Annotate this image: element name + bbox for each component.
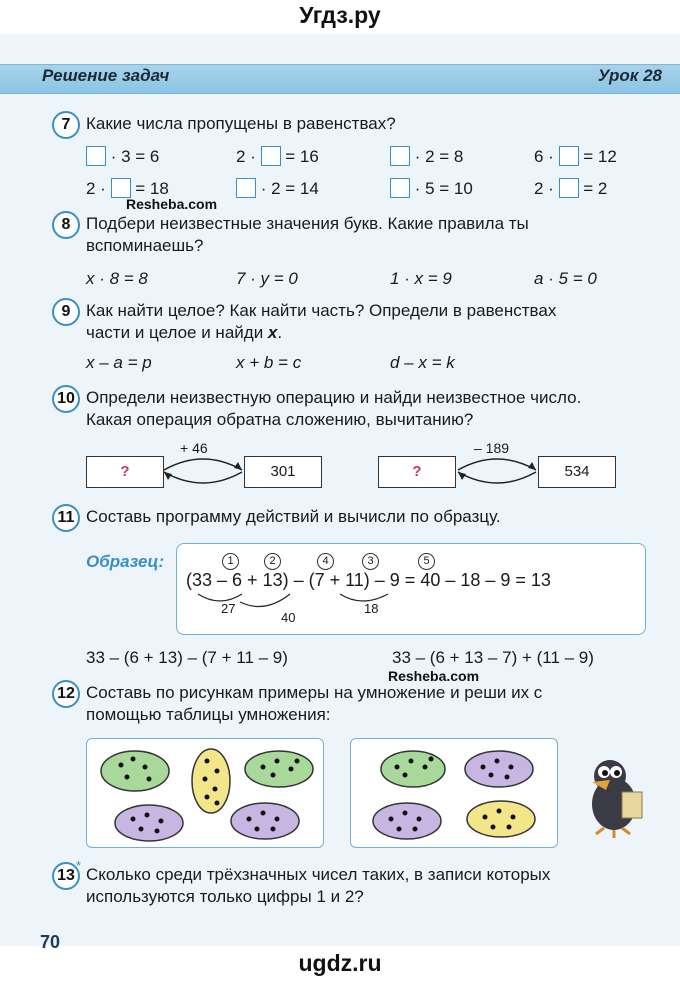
task7-eq-6: · 2 = 14 [236,178,319,200]
order-marker: 2 [264,553,281,570]
purple-egg [231,803,299,839]
green-egg [245,751,313,787]
blank-square[interactable] [559,146,579,166]
task9-eq-3: d – x = k [390,353,455,372]
purple-egg [465,751,533,787]
challenge-star: * [76,858,82,873]
arrows-left [160,450,246,492]
yellow-egg [467,801,535,837]
lesson-title: Урок 28 [597,66,662,85]
task10-line2: Какая операция обратна сложению, вычитанию? [86,410,474,429]
task13-line1: Сколько среди трёхзначных чисел таких, в записи которых [86,865,551,884]
task8-eq-1: x · 8 = 8 [86,269,148,288]
blank-square[interactable] [390,178,410,198]
operation-label-left: + 46 [180,440,208,456]
task8-eq-3: 1 · x = 9 [390,269,452,288]
task7-eq-2: 2 · = 16 [236,147,319,166]
task12-line2: помощью таблицы умножения: [86,705,331,724]
task11-exercise-1: 33 – (6 + 13) – (7 + 11 – 9) [86,648,288,667]
task7-eq-1: · 3 = 6 [86,146,159,168]
task7-question: Какие числа пропущены в равенствах? [86,114,396,133]
task13-line2: используются только цифры 1 и 2? [86,887,364,906]
value-box-right: 534 [538,456,616,488]
site-title-top: Угдз.ру [299,2,381,28]
blank-square[interactable] [261,146,281,166]
partial-result: 40 [281,610,296,625]
egg-groups-right [351,739,557,847]
task8-line1: Подбери неизвестные значения букв. Какие правила ты [86,214,529,233]
egg-groups-left [87,739,323,847]
unknown-box-left[interactable]: ? [86,456,164,488]
picture-left [86,738,324,848]
task-number-12: 12 [52,680,80,708]
unknown-box-right[interactable]: ? [378,456,456,488]
partial-result: 27 [221,601,236,616]
task8-eq-4: a · 5 = 0 [534,269,597,288]
task7-eq-5: 2 · = 18 [86,179,169,198]
task7-eq-4: 6 · = 12 [534,147,617,166]
site-title-bottom: ugdz.ru [298,950,382,976]
task-number-7: 7 [52,111,80,139]
sample-label: Образец: [86,552,165,571]
task8-line2: вспоминаешь? [86,236,204,255]
purple-egg [115,805,183,841]
task12-line1: Составь по рисункам примеры на умножение и реши их с [86,683,543,702]
blank-square[interactable] [236,178,256,198]
task8-eq-2: 7 · y = 0 [236,269,298,288]
section-title: Решение задач [42,66,170,85]
sample-expression: (33 – 6 + 13) – (7 + 11) – 9 = 40 – 18 – 9 = 13 [186,570,551,590]
task11-exercise-2: 33 – (6 + 13 – 7) + (11 – 9) [392,648,594,667]
operation-label-right: – 189 [474,440,510,456]
arrows-right [454,450,540,492]
blank-square[interactable] [111,178,131,198]
blank-square[interactable] [559,178,579,198]
task7-eq-7: · 5 = 10 [390,178,473,200]
task7-eq-3: · 2 = 8 [390,146,463,168]
crow-illustration [578,752,650,838]
task7-eq-8: 2 · = 2 [534,179,608,198]
order-marker: 5 [418,553,435,570]
task-number-10: 10 [52,385,80,413]
task9-eq-2: x + b = c [236,353,302,372]
order-marker: 3 [362,553,379,570]
task9-line2: части и целое и найди x. [86,323,283,342]
task9-line1: Как найти целое? Как найти часть? Определи в равенствах [86,301,557,320]
task10-line1: Определи неизвестную операцию и найди неизвестное число. [86,388,582,407]
page-number: 70 [40,932,61,952]
task9-eq-1: x – a = p [86,353,152,372]
green-egg [101,751,169,791]
blank-square[interactable] [86,146,106,166]
task-number-13: 13 [52,862,80,890]
task-number-8: 8 [52,211,80,239]
blank-square[interactable] [390,146,410,166]
task11-text: Составь программу действий и вычисли по образцу. [86,507,501,526]
watermark: Resheba.com [126,196,218,212]
picture-right [350,738,558,848]
green-egg [381,751,445,787]
task-number-11: 11 [52,504,80,532]
partial-result: 18 [364,601,379,616]
value-box-left: 301 [244,456,322,488]
purple-egg [373,803,441,839]
task-number-9: 9 [52,298,80,326]
watermark: Resheba.com [388,668,480,684]
order-marker: 4 [317,553,334,570]
order-marker: 1 [222,553,239,570]
yellow-egg [192,749,230,813]
